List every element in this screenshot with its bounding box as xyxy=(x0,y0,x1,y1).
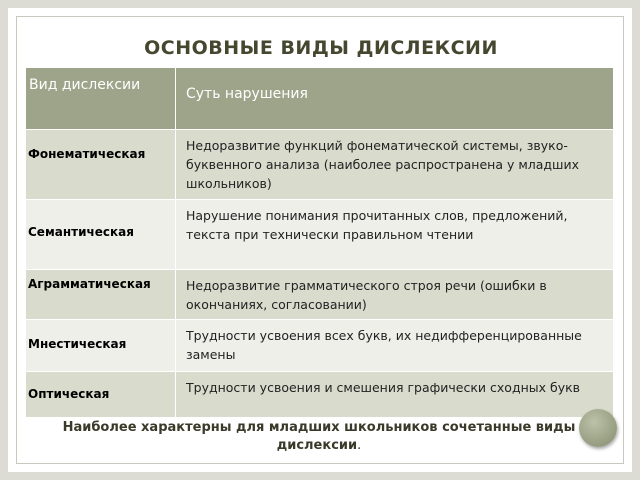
table-row xyxy=(26,130,614,200)
table-row xyxy=(26,320,614,372)
row-description: Недоразвитие грамматического строя речи (ошибки в окончаниях, согласовании) xyxy=(176,270,614,320)
table-row xyxy=(26,200,614,270)
dyslexia-table xyxy=(25,67,614,418)
slide-title: ОСНОВНЫЕ ВИДЫ ДИСЛЕКСИИ xyxy=(144,37,498,59)
row-description: Недоразвитие функций фонематической системы, звуко-буквенного анализа (наиболее распространена у младших школьников) xyxy=(176,130,614,200)
footer-period: . xyxy=(357,438,362,453)
row-type: Фонематическая xyxy=(26,130,176,200)
slide-frame xyxy=(16,16,624,464)
table-row xyxy=(26,270,614,320)
table-header-row xyxy=(26,68,614,130)
header-description: Суть нарушения xyxy=(176,68,614,130)
row-type: Мнестическая xyxy=(26,320,176,372)
slide xyxy=(8,8,632,472)
header-type: Вид дислексии xyxy=(26,68,176,130)
row-type: Аграмматическая xyxy=(26,270,176,320)
table-row xyxy=(26,372,614,418)
row-description: Нарушение понимания прочитанных слов, предложений, текста при технически правильном чтении xyxy=(176,200,614,270)
row-type: Оптическая xyxy=(26,372,176,418)
row-description: Трудности усвоения и смешения графически сходных букв xyxy=(176,372,614,418)
circle-icon xyxy=(579,409,617,447)
footer-text: Наиболее характерны для младших школьников сочетанные виды дислексии xyxy=(62,420,576,453)
footer-note xyxy=(57,419,581,455)
row-description: Трудности усвоения всех букв, их недифференцированные замены xyxy=(176,320,614,372)
row-type: Семантическая xyxy=(26,200,176,270)
